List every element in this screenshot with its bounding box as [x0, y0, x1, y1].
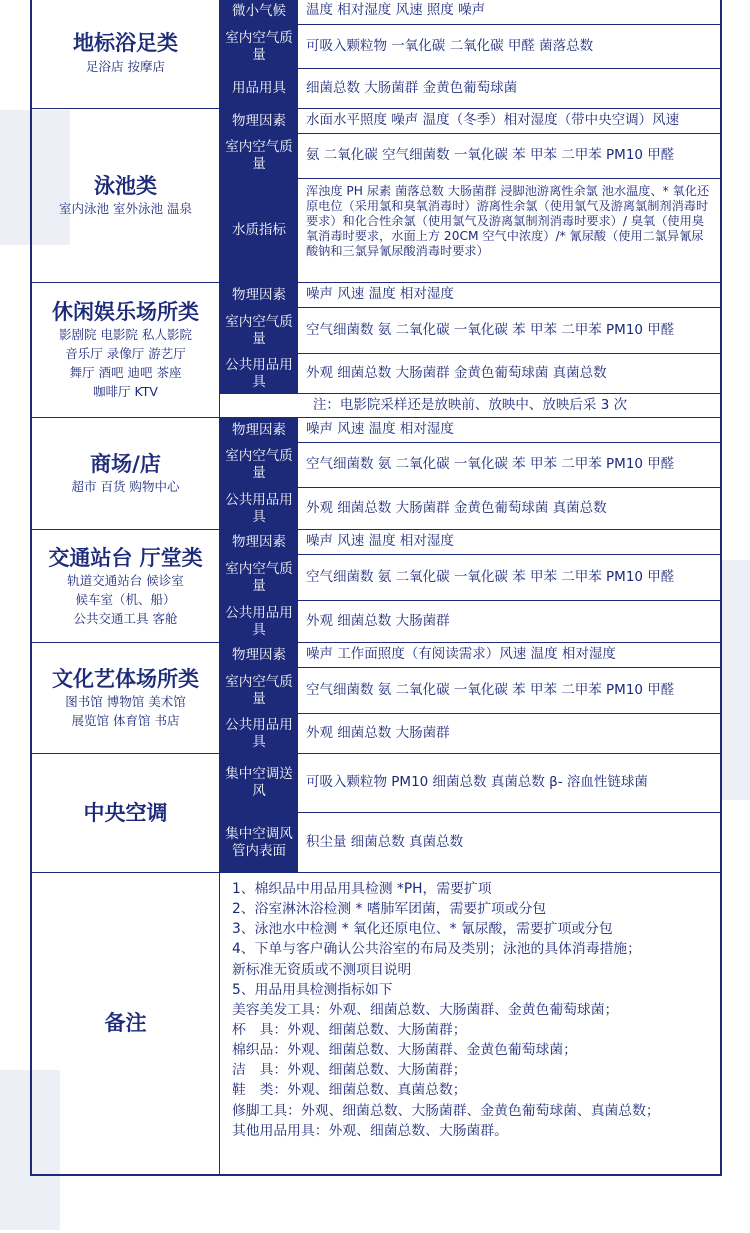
item-content: 浑浊度 PH 尿素 菌落总数 大肠菌群 浸脚池游离性余氯 池水温度、* 氧化还原电位（采用氯和臭氧消毒时）游离性余氯（使用氯气及游离氯制剂消毒时要求）和化合性余氯（使用氯气及游离氯制剂消毒时要求）/ 臭氧（使用臭氧消毒时要求，水面上方 20CM 空气中浓度）/* 氰尿酸（使用二氯异氰尿酸钠和三氯异氰尿酸消毒时要求） — [306, 184, 710, 258]
category-section — [32, 642, 720, 753]
item-content: 噪声 风速 温度 相对湿度 — [306, 421, 454, 438]
remarks-line: 2、浴室淋沐浴检测 * 嗜肺军团菌，需要扩项或分包 — [232, 901, 547, 918]
item-label: 水质指标 — [220, 179, 298, 282]
remarks-line: 新标准无资质或不测项目说明 — [232, 961, 412, 978]
item-row — [220, 442, 720, 487]
category-venues: 候车室（机、船） — [75, 591, 176, 607]
item-content: 积尘量 细菌总数 真菌总数 — [306, 833, 464, 850]
item-label: 物理因素 — [220, 283, 298, 307]
item-row — [220, 0, 720, 24]
item-label: 室内空气质量 — [220, 555, 298, 600]
item-content: 氨 二氧化碳 空气细菌数 一氧化碳 苯 甲苯 二甲苯 PM10 甲醛 — [306, 147, 675, 164]
remarks-line: 其他用品用具：外观、细菌总数、大肠菌群。 — [232, 1122, 508, 1139]
inspection-table — [30, 0, 722, 1176]
category-section — [32, 417, 720, 529]
category-title: 商场/店 — [90, 451, 161, 476]
item-label: 公共用品用具 — [220, 488, 298, 529]
item-label: 物理因素 — [220, 530, 298, 554]
item-label: 集中空调风管内表面 — [220, 813, 298, 872]
category-title: 文化艺体场所类 — [52, 667, 199, 691]
category-rows — [220, 754, 720, 872]
category-section — [32, 108, 720, 282]
item-content: 噪声 风速 温度 相对湿度 — [306, 286, 454, 303]
item-row — [220, 600, 720, 642]
category-rows — [220, 643, 720, 753]
category-venues: 超市 百货 购物中心 — [71, 479, 180, 495]
category-title: 地标浴足类 — [73, 31, 178, 56]
item-row — [220, 109, 720, 133]
category-venues: 室内泳池 室外泳池 温泉 — [59, 201, 192, 217]
item-content: 可吸入颗粒物 PM10 细菌总数 真菌总数 β- 溶血性链球菌 — [306, 774, 648, 791]
remarks-line: 修脚工具：外观、细菌总数、大肠菌群、金黄色葡萄球菌、真菌总数； — [232, 1102, 660, 1119]
category-venues: 音乐厅 录像厅 游艺厅 — [65, 346, 186, 362]
item-content: 噪声 风速 温度 相对湿度 — [306, 533, 454, 550]
watermark-shape-right — [720, 560, 750, 800]
category-rows — [220, 418, 720, 529]
item-row — [220, 643, 720, 667]
category-title: 休闲娱乐场所类 — [52, 300, 199, 325]
item-label: 物理因素 — [220, 109, 298, 133]
category-section — [32, 0, 720, 108]
category-venues: 影剧院 电影院 私人影院 — [59, 327, 192, 343]
item-label: 公共用品用具 — [220, 714, 298, 753]
category-cell — [32, 754, 220, 872]
item-label: 微小气候 — [220, 0, 298, 24]
category-venues: 舞厅 酒吧 迪吧 茶座 — [69, 365, 182, 381]
category-cell — [32, 283, 220, 417]
category-title: 交通站台 厅堂类 — [48, 545, 203, 570]
item-row — [220, 24, 720, 68]
item-row — [220, 353, 720, 393]
item-label: 用品用具 — [220, 69, 298, 108]
item-content: 空气细菌数 氨 二氧化碳 一氧化碳 苯 甲苯 二甲苯 PM10 甲醛 — [306, 321, 675, 338]
category-cell — [32, 109, 220, 282]
category-rows — [220, 0, 720, 108]
item-row — [220, 812, 720, 872]
item-row — [220, 713, 720, 753]
category-venues: 足浴店 按摩店 — [86, 58, 165, 74]
item-label: 公共用品用具 — [220, 601, 298, 642]
remarks-section — [32, 872, 720, 1174]
category-section — [32, 529, 720, 642]
item-content: 温度 相对湿度 风速 照度 噪声 — [306, 2, 486, 19]
item-label: 室内空气质量 — [220, 308, 298, 353]
note-text: 注：电影院采样还是放映前、放映中、放映后采 3 次 — [312, 396, 628, 413]
item-label: 物理因素 — [220, 643, 298, 667]
item-content: 空气细菌数 氨 二氧化碳 一氧化碳 苯 甲苯 二甲苯 PM10 甲醛 — [306, 568, 675, 585]
category-venues: 图书馆 博物馆 美术馆 — [65, 694, 186, 710]
remarks-line: 鞋 类：外观、细菌总数、真菌总数； — [232, 1082, 467, 1099]
category-title: 中央空调 — [83, 800, 168, 825]
remarks-line: 3、泳池水中检测 * 氧化还原电位、* 氰尿酸，需要扩项或分包 — [232, 921, 613, 938]
category-venues: 公共交通工具 客舱 — [73, 610, 178, 626]
item-content: 外观 细菌总数 大肠菌群 金黄色葡萄球菌 真菌总数 — [306, 499, 607, 516]
category-rows — [220, 530, 720, 642]
remarks-title: 备注 — [104, 1011, 147, 1036]
category-venues: 展览馆 体育馆 书店 — [71, 713, 180, 729]
item-label: 室内空气质量 — [220, 668, 298, 713]
item-row — [220, 487, 720, 529]
item-content: 可吸入颗粒物 一氧化碳 二氧化碳 甲醛 菌落总数 — [306, 37, 594, 54]
remarks-line: 4、下单与客户确认公共浴室的布局及类别；泳池的具体消毒措施； — [232, 941, 641, 958]
item-content: 空气细菌数 氨 二氧化碳 一氧化碳 苯 甲苯 二甲苯 PM10 甲醛 — [306, 456, 675, 473]
item-row — [220, 178, 720, 282]
item-row — [220, 418, 720, 442]
remarks-line: 杯 具：外观、细菌总数、大肠菌群； — [232, 1021, 467, 1038]
item-label: 室内空气质量 — [220, 25, 298, 68]
item-content: 外观 细菌总数 大肠菌群 — [306, 724, 450, 741]
item-row — [220, 133, 720, 178]
category-rows — [220, 109, 720, 282]
item-label: 公共用品用具 — [220, 354, 298, 393]
note-row — [220, 393, 720, 417]
item-row — [220, 283, 720, 307]
item-row — [220, 530, 720, 554]
item-label: 室内空气质量 — [220, 134, 298, 178]
category-cell — [32, 643, 220, 753]
item-content: 噪声 工作面照度（有阅读需求）风速 温度 相对湿度 — [306, 646, 616, 663]
item-label: 集中空调送风 — [220, 754, 298, 812]
item-content: 细菌总数 大肠菌群 金黄色葡萄球菌 — [306, 79, 518, 96]
category-section — [32, 282, 720, 417]
remarks-line: 1、棉织品中用品用具检测 *PH，需要扩项 — [232, 881, 492, 897]
item-content: 水面水平照度 噪声 温度（冬季）相对湿度（带中央空调）风速 — [306, 112, 680, 129]
remarks-line: 洁 具：外观、细菌总数、大肠菌群； — [232, 1062, 467, 1079]
item-label: 物理因素 — [220, 418, 298, 442]
category-cell — [32, 0, 220, 108]
category-venues: 咖啡厅 KTV — [93, 384, 158, 399]
item-row — [220, 554, 720, 600]
category-title: 泳池类 — [94, 173, 157, 198]
remarks-line: 美容美发工具：外观、细菌总数、大肠菌群、金黄色葡萄球菌； — [232, 1001, 619, 1018]
item-content: 外观 细菌总数 大肠菌群 — [306, 612, 450, 629]
category-cell — [32, 530, 220, 642]
remarks-line: 5、用品用具检测指标如下 — [232, 981, 393, 998]
remarks-title-cell — [32, 873, 220, 1174]
item-row — [220, 307, 720, 353]
item-row — [220, 754, 720, 812]
remarks-body — [220, 873, 720, 1174]
item-row — [220, 68, 720, 108]
item-content: 空气细菌数 氨 二氧化碳 一氧化碳 苯 甲苯 二甲苯 PM10 甲醛 — [306, 681, 675, 698]
item-content: 外观 细菌总数 大肠菌群 金黄色葡萄球菌 真菌总数 — [306, 364, 607, 381]
category-section — [32, 753, 720, 872]
category-rows — [220, 283, 720, 417]
category-venues: 轨道交通站台 候诊室 — [67, 572, 184, 588]
item-label: 室内空气质量 — [220, 443, 298, 487]
item-row — [220, 667, 720, 713]
category-cell — [32, 418, 220, 529]
remarks-line: 棉织品：外观、细菌总数、大肠菌群、金黄色葡萄球菌； — [232, 1042, 577, 1059]
